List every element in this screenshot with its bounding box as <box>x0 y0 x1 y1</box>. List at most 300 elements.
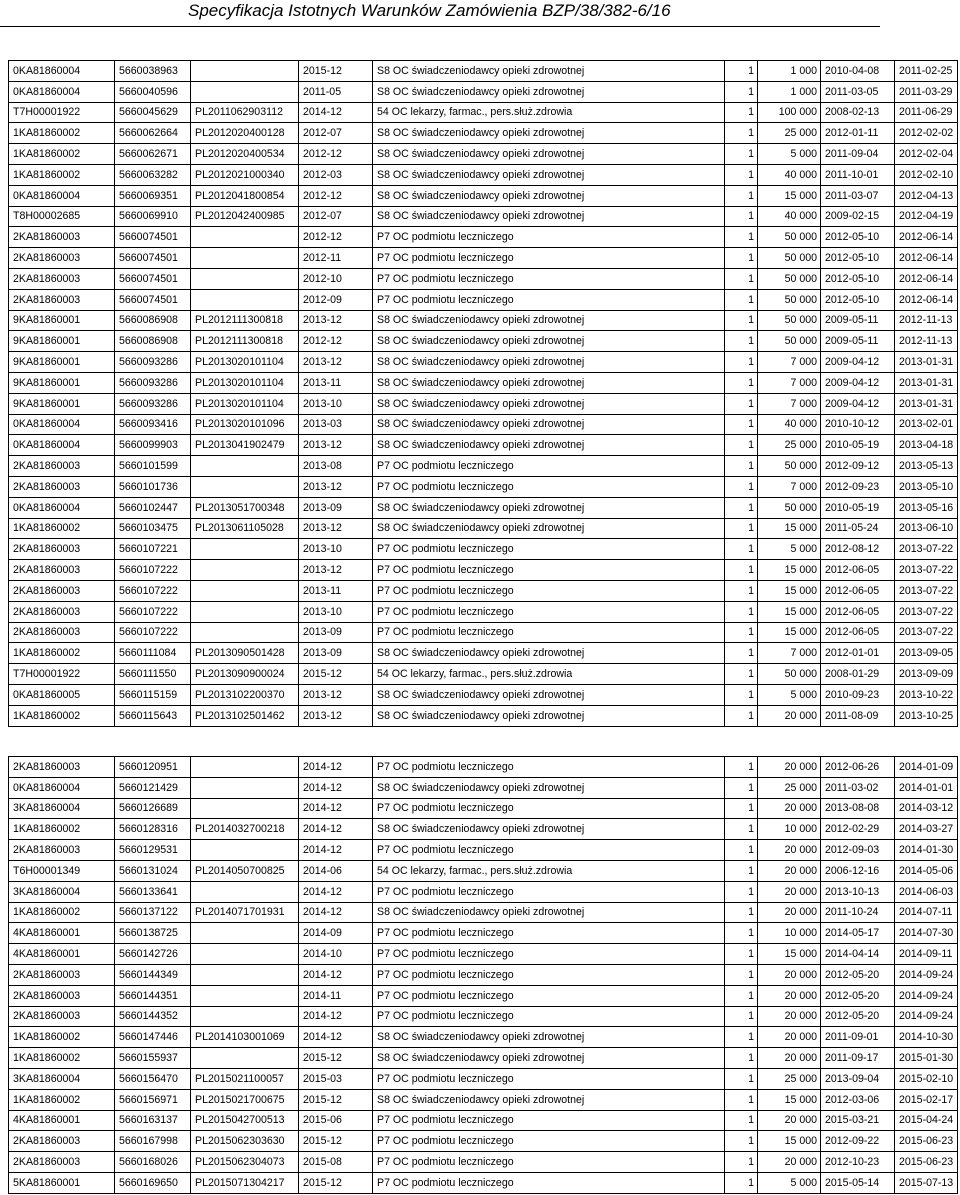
cell-policy-number: 5660099903 <box>115 435 191 456</box>
cell-insurance-type: P7 OC podmiotu leczniczego <box>373 923 725 944</box>
table-row <box>9 248 958 269</box>
cell-claim-number <box>191 248 299 269</box>
cell-policy-number: 5660138725 <box>115 923 191 944</box>
cell-start-date: 2012-01-01 <box>821 643 895 664</box>
cell-end-date: 2012-11-13 <box>895 310 958 331</box>
cell-start-date: 2011-09-04 <box>821 144 895 165</box>
cell-claim-number: PL2013090501428 <box>191 643 299 664</box>
cell-insurance-type: S8 OC świadczeniodawcy opieki zdrowotnej <box>373 331 725 352</box>
cell-claim-number <box>191 944 299 965</box>
cell-start-date: 2012-05-20 <box>821 1006 895 1027</box>
cell-period: 2014-12 <box>299 964 373 985</box>
cell-policy-number: 5660121429 <box>115 777 191 798</box>
cell-sum-insured: 20 000 <box>758 1048 821 1069</box>
cell-period: 2014-12 <box>299 102 373 123</box>
cell-period: 2014-12 <box>299 1027 373 1048</box>
cell-insurance-type: S8 OC świadczeniodawcy opieki zdrowotnej <box>373 435 725 456</box>
cell-quantity: 1 <box>725 393 758 414</box>
cell-start-date: 2011-08-09 <box>821 705 895 726</box>
cell-account-id: 9KA81860001 <box>9 352 115 373</box>
table-row <box>9 1068 958 1089</box>
cell-sum-insured: 20 000 <box>758 1110 821 1131</box>
cell-end-date: 2012-02-02 <box>895 123 958 144</box>
cell-quantity: 1 <box>725 61 758 82</box>
cell-start-date: 2012-10-23 <box>821 1152 895 1173</box>
cell-claim-number <box>191 61 299 82</box>
table-row <box>9 227 958 248</box>
cell-sum-insured: 25 000 <box>758 435 821 456</box>
table-row <box>9 144 958 165</box>
table-row <box>9 1110 958 1131</box>
cell-quantity: 1 <box>725 684 758 705</box>
table-row <box>9 102 958 123</box>
cell-end-date: 2014-10-30 <box>895 1027 958 1048</box>
cell-period: 2014-11 <box>299 985 373 1006</box>
cell-sum-insured: 25 000 <box>758 777 821 798</box>
table-row <box>9 289 958 310</box>
cell-period: 2013-12 <box>299 518 373 539</box>
cell-period: 2014-12 <box>299 798 373 819</box>
cell-account-id: 2KA81860003 <box>9 1131 115 1152</box>
cell-policy-number: 5660115159 <box>115 684 191 705</box>
cell-insurance-type: 54 OC lekarzy, farmac., pers.służ.zdrowia <box>373 860 725 881</box>
cell-quantity: 1 <box>725 622 758 643</box>
cell-end-date: 2011-03-29 <box>895 81 958 102</box>
cell-end-date: 2015-02-17 <box>895 1089 958 1110</box>
cell-account-id: 0KA81860004 <box>9 81 115 102</box>
cell-start-date: 2011-10-24 <box>821 902 895 923</box>
cell-quantity: 1 <box>725 248 758 269</box>
cell-account-id: 9KA81860001 <box>9 372 115 393</box>
header-title: Specyfikacja Istotnych Warunków Zamówienia BZP/38/382-6/16 <box>188 1 671 20</box>
cell-end-date: 2014-09-24 <box>895 985 958 1006</box>
cell-claim-number <box>191 985 299 1006</box>
cell-period: 2015-12 <box>299 61 373 82</box>
cell-start-date: 2012-05-20 <box>821 985 895 1006</box>
cell-quantity: 1 <box>725 881 758 902</box>
table-row <box>9 1131 958 1152</box>
cell-policy-number: 5660111550 <box>115 664 191 685</box>
cell-period: 2013-12 <box>299 476 373 497</box>
cell-end-date: 2013-07-22 <box>895 622 958 643</box>
cell-end-date: 2012-06-14 <box>895 227 958 248</box>
table-row <box>9 601 958 622</box>
cell-insurance-type: P7 OC podmiotu leczniczego <box>373 1068 725 1089</box>
cell-account-id: 9KA81860001 <box>9 393 115 414</box>
cell-account-id: 2KA81860003 <box>9 560 115 581</box>
cell-sum-insured: 50 000 <box>758 331 821 352</box>
cell-quantity: 1 <box>725 705 758 726</box>
cell-insurance-type: P7 OC podmiotu leczniczego <box>373 560 725 581</box>
cell-insurance-type: S8 OC świadczeniodawcy opieki zdrowotnej <box>373 393 725 414</box>
cell-claim-number: PL2014050700825 <box>191 860 299 881</box>
cell-start-date: 2010-10-12 <box>821 414 895 435</box>
cell-insurance-type: S8 OC świadczeniodawcy opieki zdrowotnej <box>373 643 725 664</box>
cell-start-date: 2015-05-14 <box>821 1172 895 1193</box>
cell-period: 2013-12 <box>299 684 373 705</box>
cell-end-date: 2013-04-18 <box>895 435 958 456</box>
table-row <box>9 881 958 902</box>
cell-claim-number: PL2013061105028 <box>191 518 299 539</box>
cell-account-id: 1KA81860002 <box>9 902 115 923</box>
cell-start-date: 2013-10-13 <box>821 881 895 902</box>
cell-end-date: 2014-09-24 <box>895 964 958 985</box>
cell-quantity: 1 <box>725 643 758 664</box>
cell-start-date: 2012-08-12 <box>821 539 895 560</box>
cell-period: 2014-12 <box>299 757 373 778</box>
cell-policy-number: 5660069351 <box>115 185 191 206</box>
cell-sum-insured: 20 000 <box>758 757 821 778</box>
cell-account-id: 1KA81860002 <box>9 643 115 664</box>
cell-policy-number: 5660086908 <box>115 310 191 331</box>
cell-start-date: 2012-02-29 <box>821 819 895 840</box>
cell-start-date: 2011-03-07 <box>821 185 895 206</box>
cell-quantity: 1 <box>725 81 758 102</box>
cell-quantity: 1 <box>725 1006 758 1027</box>
cell-end-date: 2013-01-31 <box>895 352 958 373</box>
cell-sum-insured: 50 000 <box>758 664 821 685</box>
table-row <box>9 840 958 861</box>
cell-sum-insured: 15 000 <box>758 580 821 601</box>
cell-end-date: 2013-01-31 <box>895 393 958 414</box>
cell-period: 2014-12 <box>299 902 373 923</box>
cell-period: 2012-07 <box>299 206 373 227</box>
cell-start-date: 2010-05-19 <box>821 497 895 518</box>
cell-start-date: 2012-09-03 <box>821 840 895 861</box>
cell-policy-number: 5660086908 <box>115 331 191 352</box>
cell-policy-number: 5660093416 <box>115 414 191 435</box>
cell-insurance-type: P7 OC podmiotu leczniczego <box>373 227 725 248</box>
cell-claim-number: PL2013102200370 <box>191 684 299 705</box>
cell-period: 2013-11 <box>299 580 373 601</box>
cell-sum-insured: 15 000 <box>758 601 821 622</box>
cell-sum-insured: 10 000 <box>758 923 821 944</box>
table-row <box>9 643 958 664</box>
cell-claim-number: PL2015062303630 <box>191 1131 299 1152</box>
cell-insurance-type: S8 OC świadczeniodawcy opieki zdrowotnej <box>373 206 725 227</box>
cell-account-id: 2KA81860003 <box>9 1152 115 1173</box>
cell-account-id: 4KA81860001 <box>9 944 115 965</box>
cell-insurance-type: P7 OC podmiotu leczniczego <box>373 289 725 310</box>
cell-policy-number: 5660062671 <box>115 144 191 165</box>
cell-start-date: 2012-05-10 <box>821 227 895 248</box>
cell-claim-number <box>191 560 299 581</box>
cell-account-id: 2KA81860003 <box>9 539 115 560</box>
cell-claim-number <box>191 456 299 477</box>
cell-claim-number: PL2014071701931 <box>191 902 299 923</box>
cell-period: 2014-12 <box>299 840 373 861</box>
cell-insurance-type: P7 OC podmiotu leczniczego <box>373 757 725 778</box>
cell-claim-number <box>191 289 299 310</box>
cell-account-id: 1KA81860002 <box>9 144 115 165</box>
table-row <box>9 206 958 227</box>
cell-insurance-type: 54 OC lekarzy, farmac., pers.służ.zdrowia <box>373 102 725 123</box>
cell-sum-insured: 15 000 <box>758 622 821 643</box>
cell-period: 2015-12 <box>299 1048 373 1069</box>
cell-policy-number: 5660093286 <box>115 393 191 414</box>
cell-period: 2013-12 <box>299 435 373 456</box>
cell-policy-number: 5660062664 <box>115 123 191 144</box>
cell-end-date: 2012-06-14 <box>895 289 958 310</box>
cell-claim-number: PL2013020101096 <box>191 414 299 435</box>
table-row <box>9 777 958 798</box>
cell-period: 2014-12 <box>299 777 373 798</box>
cell-claim-number <box>191 964 299 985</box>
cell-period: 2013-10 <box>299 601 373 622</box>
cell-policy-number: 5660074501 <box>115 227 191 248</box>
cell-sum-insured: 50 000 <box>758 456 821 477</box>
cell-end-date: 2012-02-04 <box>895 144 958 165</box>
table-row <box>9 497 958 518</box>
cell-account-id: 1KA81860002 <box>9 123 115 144</box>
cell-quantity: 1 <box>725 1152 758 1173</box>
cell-account-id: 2KA81860003 <box>9 580 115 601</box>
cell-start-date: 2009-04-12 <box>821 352 895 373</box>
cell-end-date: 2014-01-09 <box>895 757 958 778</box>
cell-policy-number: 5660107222 <box>115 622 191 643</box>
cell-end-date: 2014-01-01 <box>895 777 958 798</box>
table-row <box>9 860 958 881</box>
table-row <box>9 1048 958 1069</box>
cell-policy-number: 5660111084 <box>115 643 191 664</box>
cell-end-date: 2013-02-01 <box>895 414 958 435</box>
cell-start-date: 2011-03-02 <box>821 777 895 798</box>
cell-quantity: 1 <box>725 777 758 798</box>
cell-account-id: 9KA81860001 <box>9 310 115 331</box>
cell-policy-number: 5660147446 <box>115 1027 191 1048</box>
cell-claim-number: PL2015071304217 <box>191 1172 299 1193</box>
cell-policy-number: 5660107221 <box>115 539 191 560</box>
cell-end-date: 2013-05-13 <box>895 456 958 477</box>
cell-insurance-type: S8 OC świadczeniodawcy opieki zdrowotnej <box>373 902 725 923</box>
cell-period: 2014-12 <box>299 819 373 840</box>
cell-insurance-type: P7 OC podmiotu leczniczego <box>373 622 725 643</box>
cell-end-date: 2015-06-23 <box>895 1152 958 1173</box>
cell-start-date: 2011-03-05 <box>821 81 895 102</box>
cell-quantity: 1 <box>725 798 758 819</box>
cell-end-date: 2011-06-29 <box>895 102 958 123</box>
cell-quantity: 1 <box>725 227 758 248</box>
cell-start-date: 2012-09-12 <box>821 456 895 477</box>
cell-insurance-type: P7 OC podmiotu leczniczego <box>373 1110 725 1131</box>
cell-end-date: 2012-06-14 <box>895 268 958 289</box>
cell-sum-insured: 15 000 <box>758 185 821 206</box>
cell-start-date: 2011-10-01 <box>821 164 895 185</box>
cell-insurance-type: P7 OC podmiotu leczniczego <box>373 539 725 560</box>
cell-account-id: 2KA81860003 <box>9 268 115 289</box>
cell-claim-number <box>191 81 299 102</box>
cell-claim-number: PL2012020400534 <box>191 144 299 165</box>
cell-policy-number: 5660101599 <box>115 456 191 477</box>
cell-quantity: 1 <box>725 518 758 539</box>
cell-start-date: 2012-06-05 <box>821 622 895 643</box>
cell-end-date: 2014-01-30 <box>895 840 958 861</box>
cell-period: 2013-08 <box>299 456 373 477</box>
cell-claim-number <box>191 227 299 248</box>
cell-quantity: 1 <box>725 902 758 923</box>
cell-quantity: 1 <box>725 1172 758 1193</box>
cell-claim-number: PL2013020101104 <box>191 372 299 393</box>
cell-claim-number <box>191 798 299 819</box>
cell-period: 2011-05 <box>299 81 373 102</box>
cell-claim-number: PL2013020101104 <box>191 352 299 373</box>
cell-insurance-type: P7 OC podmiotu leczniczego <box>373 268 725 289</box>
cell-sum-insured: 7 000 <box>758 393 821 414</box>
cell-period: 2012-03 <box>299 164 373 185</box>
cell-sum-insured: 7 000 <box>758 352 821 373</box>
cell-policy-number: 5660107222 <box>115 580 191 601</box>
cell-quantity: 1 <box>725 1089 758 1110</box>
cell-claim-number <box>191 757 299 778</box>
cell-claim-number <box>191 601 299 622</box>
cell-end-date: 2014-05-06 <box>895 860 958 881</box>
cell-insurance-type: S8 OC świadczeniodawcy opieki zdrowotnej <box>373 684 725 705</box>
cell-sum-insured: 25 000 <box>758 123 821 144</box>
cell-insurance-type: S8 OC świadczeniodawcy opieki zdrowotnej <box>373 1048 725 1069</box>
cell-start-date: 2012-09-22 <box>821 1131 895 1152</box>
cell-end-date: 2013-10-22 <box>895 684 958 705</box>
cell-start-date: 2012-01-11 <box>821 123 895 144</box>
cell-insurance-type: P7 OC podmiotu leczniczego <box>373 840 725 861</box>
cell-policy-number: 5660040596 <box>115 81 191 102</box>
table-row <box>9 1027 958 1048</box>
table-row <box>9 985 958 1006</box>
cell-period: 2012-12 <box>299 185 373 206</box>
cell-end-date: 2014-09-11 <box>895 944 958 965</box>
cell-policy-number: 5660144351 <box>115 985 191 1006</box>
cell-policy-number: 5660063282 <box>115 164 191 185</box>
cell-quantity: 1 <box>725 206 758 227</box>
table-row <box>9 393 958 414</box>
cell-account-id: 3KA81860004 <box>9 1068 115 1089</box>
cell-sum-insured: 20 000 <box>758 798 821 819</box>
cell-start-date: 2015-03-21 <box>821 1110 895 1131</box>
cell-claim-number: PL2012021000340 <box>191 164 299 185</box>
table-row <box>9 414 958 435</box>
cell-sum-insured: 20 000 <box>758 705 821 726</box>
cell-end-date: 2012-04-13 <box>895 185 958 206</box>
cell-quantity: 1 <box>725 944 758 965</box>
cell-sum-insured: 40 000 <box>758 164 821 185</box>
cell-account-id: 1KA81860002 <box>9 705 115 726</box>
cell-quantity: 1 <box>725 164 758 185</box>
cell-claim-number: PL2015021100057 <box>191 1068 299 1089</box>
cell-end-date: 2013-07-22 <box>895 580 958 601</box>
table-row <box>9 1006 958 1027</box>
cell-claim-number <box>191 539 299 560</box>
cell-policy-number: 5660129531 <box>115 840 191 861</box>
cell-insurance-type: P7 OC podmiotu leczniczego <box>373 476 725 497</box>
cell-sum-insured: 1 000 <box>758 61 821 82</box>
cell-claim-number: PL2013020101104 <box>191 393 299 414</box>
cell-start-date: 2014-04-14 <box>821 944 895 965</box>
cell-start-date: 2011-09-17 <box>821 1048 895 1069</box>
cell-quantity: 1 <box>725 102 758 123</box>
cell-sum-insured: 20 000 <box>758 1006 821 1027</box>
cell-quantity: 1 <box>725 268 758 289</box>
cell-period: 2015-12 <box>299 1089 373 1110</box>
cell-quantity: 1 <box>725 1110 758 1131</box>
table-row <box>9 798 958 819</box>
table-row <box>9 518 958 539</box>
page-header <box>0 0 880 27</box>
cell-sum-insured: 1 000 <box>758 81 821 102</box>
cell-insurance-type: S8 OC świadczeniodawcy opieki zdrowotnej <box>373 819 725 840</box>
cell-quantity: 1 <box>725 310 758 331</box>
table-row <box>9 923 958 944</box>
table-row <box>9 819 958 840</box>
table-row <box>9 164 958 185</box>
cell-policy-number: 5660074501 <box>115 248 191 269</box>
cell-account-id: T7H00001922 <box>9 102 115 123</box>
cell-end-date: 2013-06-10 <box>895 518 958 539</box>
table-row <box>9 684 958 705</box>
table-row <box>9 560 958 581</box>
cell-policy-number: 5660101736 <box>115 476 191 497</box>
cell-account-id: 2KA81860003 <box>9 964 115 985</box>
cell-sum-insured: 7 000 <box>758 476 821 497</box>
cell-policy-number: 5660144349 <box>115 964 191 985</box>
cell-end-date: 2015-06-23 <box>895 1131 958 1152</box>
cell-end-date: 2013-01-31 <box>895 372 958 393</box>
cell-insurance-type: P7 OC podmiotu leczniczego <box>373 985 725 1006</box>
cell-quantity: 1 <box>725 123 758 144</box>
cell-insurance-type: S8 OC świadczeniodawcy opieki zdrowotnej <box>373 352 725 373</box>
cell-end-date: 2014-09-24 <box>895 1006 958 1027</box>
table-row <box>9 580 958 601</box>
cell-account-id: 1KA81860002 <box>9 1089 115 1110</box>
cell-policy-number: 5660038963 <box>115 61 191 82</box>
cell-claim-number: PL2013090900024 <box>191 664 299 685</box>
table-row <box>9 185 958 206</box>
cell-insurance-type: P7 OC podmiotu leczniczego <box>373 798 725 819</box>
cell-period: 2012-07 <box>299 123 373 144</box>
cell-insurance-type: P7 OC podmiotu leczniczego <box>373 601 725 622</box>
cell-insurance-type: S8 OC świadczeniodawcy opieki zdrowotnej <box>373 777 725 798</box>
records-table-2 <box>8 756 958 1194</box>
cell-quantity: 1 <box>725 580 758 601</box>
cell-claim-number <box>191 840 299 861</box>
cell-claim-number: PL2013051700348 <box>191 497 299 518</box>
cell-insurance-type: P7 OC podmiotu leczniczego <box>373 1006 725 1027</box>
cell-sum-insured: 20 000 <box>758 1152 821 1173</box>
cell-sum-insured: 15 000 <box>758 1131 821 1152</box>
cell-sum-insured: 20 000 <box>758 902 821 923</box>
cell-claim-number: PL2011062903112 <box>191 102 299 123</box>
cell-quantity: 1 <box>725 964 758 985</box>
cell-start-date: 2006-12-16 <box>821 860 895 881</box>
cell-end-date: 2013-07-22 <box>895 601 958 622</box>
cell-period: 2013-10 <box>299 393 373 414</box>
table-row <box>9 1152 958 1173</box>
cell-insurance-type: S8 OC świadczeniodawcy opieki zdrowotnej <box>373 497 725 518</box>
cell-period: 2013-12 <box>299 352 373 373</box>
cell-account-id: 3KA81860004 <box>9 881 115 902</box>
cell-sum-insured: 20 000 <box>758 881 821 902</box>
table-row <box>9 757 958 778</box>
cell-start-date: 2009-02-15 <box>821 206 895 227</box>
cell-end-date: 2014-07-11 <box>895 902 958 923</box>
cell-end-date: 2015-02-10 <box>895 1068 958 1089</box>
table-row <box>9 61 958 82</box>
cell-insurance-type: P7 OC podmiotu leczniczego <box>373 881 725 902</box>
cell-claim-number: PL2012041800854 <box>191 185 299 206</box>
cell-quantity: 1 <box>725 1048 758 1069</box>
cell-account-id: 0KA81860004 <box>9 435 115 456</box>
cell-sum-insured: 5 000 <box>758 684 821 705</box>
cell-policy-number: 5660167998 <box>115 1131 191 1152</box>
cell-period: 2015-12 <box>299 664 373 685</box>
